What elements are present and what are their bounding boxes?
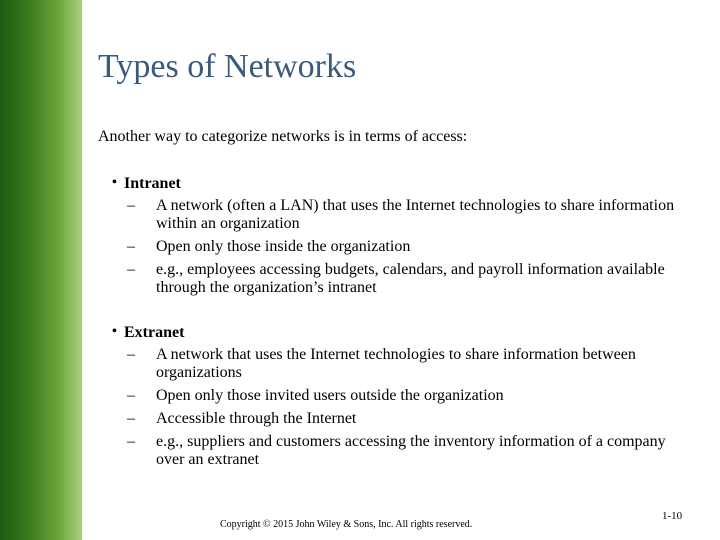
copyright-footer: Copyright © 2015 John Wiley & Sons, Inc. All rights reserved. <box>220 519 473 530</box>
dash-icon: – <box>127 261 135 278</box>
slide-title: Types of Networks <box>98 48 357 85</box>
dash-icon: – <box>127 238 135 255</box>
list-item: – Open only those invited users outside the organization <box>127 387 504 404</box>
decorative-sidebar <box>0 0 82 540</box>
section-heading: Extranet <box>124 324 185 341</box>
dash-icon: – <box>127 346 135 363</box>
dash-icon: – <box>127 197 135 214</box>
section-extranet <box>98 324 698 474</box>
bullet-icon: • <box>112 175 117 190</box>
item-list <box>98 197 698 297</box>
list-item: – A network that uses the Internet technologies to share information between organizations <box>127 346 636 381</box>
list-item: – Open only those inside the organization <box>127 238 411 255</box>
dash-icon: – <box>127 410 135 427</box>
dash-icon: – <box>127 433 135 450</box>
page-number: 1-10 <box>662 510 683 522</box>
list-item: – A network (often a LAN) that uses the Internet technologies to share information within an organization <box>127 197 675 232</box>
bullet-icon: • <box>112 324 117 339</box>
list-item: – Accessible through the Internet <box>127 410 357 427</box>
item-list <box>98 346 698 469</box>
section-heading: Intranet <box>124 175 181 192</box>
intro-text: Another way to categorize networks is in terms of access: <box>98 128 468 145</box>
dash-icon: – <box>127 387 135 404</box>
list-item: – e.g., employees accessing budgets, calendars, and payroll information available through the organization’s intranet <box>127 261 665 296</box>
section-intranet <box>98 175 698 302</box>
list-item: – e.g., suppliers and customers accessing the inventory information of a company over an extranet <box>127 433 666 468</box>
